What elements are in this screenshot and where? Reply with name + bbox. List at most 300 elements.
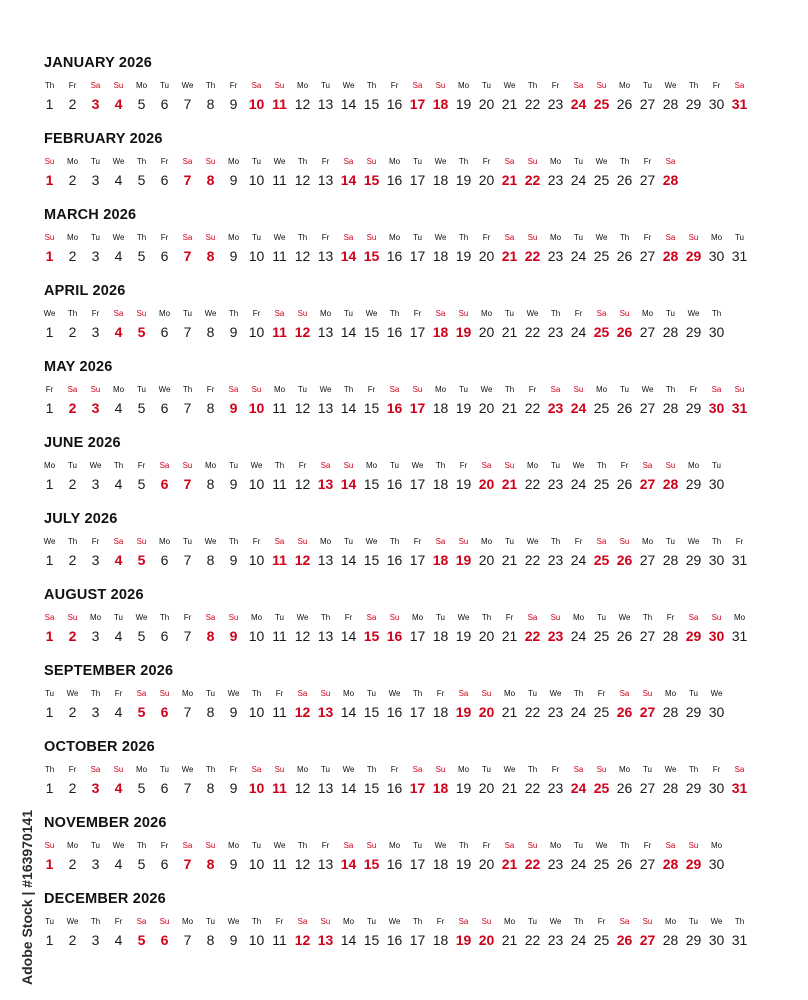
day-number: 15 (363, 552, 380, 568)
weekday-label: Tu (159, 765, 170, 774)
weekday-label: Mo (89, 613, 102, 622)
weekday-label: We (112, 841, 125, 850)
day-number: 15 (363, 856, 380, 872)
day-number: 29 (685, 628, 702, 644)
day-number: 29 (685, 932, 702, 948)
weekday-label: Sa (504, 841, 515, 850)
day-number: 6 (160, 476, 169, 492)
weekday-label: Th (596, 461, 607, 470)
weekday-label: We (595, 157, 608, 166)
weekday-label: Tu (251, 233, 262, 242)
weekday-label: We (342, 81, 355, 90)
weekday-label: We (457, 613, 470, 622)
weekday-label: We (273, 157, 286, 166)
weekday-label: Fr (482, 157, 491, 166)
day-number: 14 (340, 856, 357, 872)
day-number: 12 (294, 96, 311, 112)
day-number: 11 (272, 552, 287, 568)
day-number: 14 (340, 628, 357, 644)
day-number: 14 (340, 932, 357, 948)
day-number: 17 (409, 628, 426, 644)
day-number: 9 (229, 628, 238, 644)
weekday-label: Th (619, 233, 630, 242)
weekday-label: Fr (712, 81, 721, 90)
weekday-label: Th (159, 613, 170, 622)
weekday-label: Th (251, 917, 262, 926)
day-number: 20 (478, 932, 495, 948)
day-number: 30 (708, 476, 725, 492)
weekday-label: Tu (481, 81, 492, 90)
day-number: 26 (616, 324, 633, 340)
day-number: 5 (137, 552, 146, 568)
day-number: 9 (229, 172, 238, 188)
weekday-label: We (595, 841, 608, 850)
weekday-label: We (66, 917, 79, 926)
weekday-label: Th (665, 385, 676, 394)
weekday-label: We (112, 233, 125, 242)
weekday-label: Mo (112, 385, 125, 394)
weekday-label: Fr (160, 233, 169, 242)
day-number: 21 (501, 704, 518, 720)
day-number: 4 (114, 476, 123, 492)
weekday-label: We (434, 233, 447, 242)
day-number: 6 (160, 248, 169, 264)
weekday-label: Fr (413, 537, 422, 546)
day-number: 11 (272, 476, 287, 492)
day-number: 1 (45, 400, 54, 416)
weekday-label: We (388, 689, 401, 698)
weekday-label: Tu (67, 461, 78, 470)
day-number: 24 (570, 324, 587, 340)
weekday-label: Sa (159, 461, 170, 470)
weekday-label: Su (642, 917, 653, 926)
weekday-label: Fr (252, 537, 261, 546)
day-number: 17 (409, 856, 426, 872)
weekday-label: Th (550, 537, 561, 546)
day-number: 24 (570, 780, 587, 796)
day-number: 28 (662, 172, 679, 188)
day-number: 26 (616, 932, 633, 948)
day-number: 11 (272, 856, 287, 872)
day-number: 23 (547, 932, 564, 948)
weekday-label: Sa (113, 537, 124, 546)
weekday-label: Mo (250, 613, 263, 622)
day-number: 1 (45, 552, 54, 568)
weekday-label: Fr (459, 461, 468, 470)
day-number: 18 (432, 324, 449, 340)
day-number: 29 (685, 96, 702, 112)
month-title: JUNE 2026 (44, 435, 121, 451)
weekday-label: Tu (389, 461, 400, 470)
day-number: 23 (547, 96, 564, 112)
day-number: 19 (455, 324, 472, 340)
weekday-label: Tu (642, 765, 653, 774)
day-number: 26 (616, 552, 633, 568)
day-number: 1 (45, 780, 54, 796)
weekday-label: Sa (642, 461, 653, 470)
weekday-label: Mo (342, 689, 355, 698)
day-number: 8 (206, 172, 215, 188)
day-number: 10 (248, 324, 265, 340)
day-number: 28 (662, 552, 679, 568)
day-number: 13 (317, 704, 334, 720)
day-number: 17 (409, 96, 426, 112)
day-number: 10 (248, 96, 265, 112)
weekday-label: Mo (66, 233, 79, 242)
day-number: 10 (248, 932, 265, 948)
day-number: 24 (570, 704, 587, 720)
day-number: 2 (68, 248, 77, 264)
weekday-label: We (549, 917, 562, 926)
day-number: 4 (114, 932, 123, 948)
day-number: 10 (248, 628, 265, 644)
day-number: 18 (432, 932, 449, 948)
weekday-label: Sa (136, 917, 147, 926)
day-number: 27 (639, 96, 656, 112)
weekday-label: We (66, 689, 79, 698)
day-number: 13 (317, 856, 334, 872)
weekday-label: Fr (321, 841, 330, 850)
day-number: 20 (478, 476, 495, 492)
day-number: 20 (478, 400, 495, 416)
day-number: 22 (524, 400, 541, 416)
weekday-label: Mo (641, 537, 654, 546)
weekday-label: We (434, 841, 447, 850)
weekday-label: Su (550, 613, 561, 622)
day-number: 9 (229, 704, 238, 720)
day-number: 13 (317, 932, 334, 948)
day-number: 26 (616, 96, 633, 112)
day-number: 20 (478, 96, 495, 112)
weekday-label: Th (136, 841, 147, 850)
weekday-label: Su (113, 81, 124, 90)
day-number: 24 (570, 628, 587, 644)
weekday-label: Tu (688, 689, 699, 698)
day-number: 1 (45, 628, 54, 644)
weekday-label: Th (366, 765, 377, 774)
day-number: 20 (478, 248, 495, 264)
day-number: 1 (45, 324, 54, 340)
month-title: FEBRUARY 2026 (44, 131, 163, 147)
weekday-label: Su (90, 385, 101, 394)
day-number: 30 (708, 248, 725, 264)
weekday-label: Su (458, 309, 469, 318)
month-block (0, 587, 808, 663)
weekday-label: Mo (687, 461, 700, 470)
day-number: 27 (639, 856, 656, 872)
weekday-label: Fr (482, 233, 491, 242)
day-number: 20 (478, 552, 495, 568)
weekday-label: Mo (43, 461, 56, 470)
day-number: 20 (478, 628, 495, 644)
weekday-label: Th (297, 233, 308, 242)
day-number: 5 (137, 96, 146, 112)
weekday-label: We (503, 81, 516, 90)
weekday-label: We (526, 309, 539, 318)
day-number: 20 (478, 704, 495, 720)
weekday-label: Mo (549, 233, 562, 242)
day-number: 31 (731, 96, 748, 112)
weekday-label: We (319, 385, 332, 394)
day-number: 19 (455, 476, 472, 492)
weekday-label: Sa (550, 385, 561, 394)
month-title: OCTOBER 2026 (44, 739, 155, 755)
weekday-label: We (526, 537, 539, 546)
weekday-label: Fr (68, 81, 77, 90)
day-number: 23 (547, 324, 564, 340)
weekday-label: We (342, 765, 355, 774)
day-number: 15 (363, 476, 380, 492)
weekday-label: Th (619, 841, 630, 850)
weekday-label: Fr (252, 309, 261, 318)
weekday-label: Sa (711, 385, 722, 394)
day-number: 23 (547, 552, 564, 568)
weekday-label: Sa (389, 385, 400, 394)
day-number: 19 (455, 856, 472, 872)
weekday-label: We (250, 461, 263, 470)
weekday-label: Su (711, 613, 722, 622)
weekday-label: Th (527, 81, 538, 90)
day-number: 6 (160, 172, 169, 188)
weekday-label: Su (435, 765, 446, 774)
weekday-label: Fr (390, 765, 399, 774)
weekday-label: Th (113, 461, 124, 470)
weekday-label: Tu (688, 917, 699, 926)
day-number: 12 (294, 628, 311, 644)
day-number: 31 (731, 932, 748, 948)
day-number: 16 (386, 324, 403, 340)
day-number: 18 (432, 96, 449, 112)
weekday-label: Fr (367, 385, 376, 394)
day-number: 9 (229, 324, 238, 340)
day-number: 23 (547, 172, 564, 188)
weekday-label: Th (182, 385, 193, 394)
weekday-label: Mo (296, 81, 309, 90)
weekday-label: Tu (297, 385, 308, 394)
weekday-label: We (572, 461, 585, 470)
day-number: 4 (114, 96, 123, 112)
day-number: 26 (616, 628, 633, 644)
day-number: 11 (272, 400, 287, 416)
weekday-label: Mo (710, 233, 723, 242)
weekday-label: We (204, 309, 217, 318)
weekday-label: Fr (229, 765, 238, 774)
weekday-label: Tu (320, 765, 331, 774)
weekday-label: Su (688, 841, 699, 850)
day-number: 15 (363, 96, 380, 112)
day-number: 30 (708, 96, 725, 112)
weekday-label: Fr (712, 765, 721, 774)
day-number: 7 (183, 704, 192, 720)
weekday-label: Fr (574, 537, 583, 546)
day-number: 29 (685, 856, 702, 872)
weekday-label: Tu (642, 81, 653, 90)
day-number: 17 (409, 476, 426, 492)
weekday-label: Tu (90, 841, 101, 850)
weekday-label: Sa (734, 81, 745, 90)
weekday-label: Fr (551, 81, 560, 90)
day-number: 27 (639, 552, 656, 568)
weekday-label: Fr (574, 309, 583, 318)
day-number: 1 (45, 248, 54, 264)
weekday-label: Th (389, 537, 400, 546)
day-number: 7 (183, 932, 192, 948)
weekday-label: Mo (227, 233, 240, 242)
weekday-label: Mo (549, 841, 562, 850)
weekday-label: Th (642, 613, 653, 622)
weekday-label: Su (596, 765, 607, 774)
day-number: 26 (616, 476, 633, 492)
weekday-label: Mo (319, 537, 332, 546)
weekday-label: Mo (618, 765, 631, 774)
weekday-label: Su (366, 157, 377, 166)
weekday-label: Su (274, 765, 285, 774)
day-number: 30 (708, 400, 725, 416)
day-number: 22 (524, 96, 541, 112)
day-number: 29 (685, 324, 702, 340)
weekday-label: Sa (90, 765, 101, 774)
day-number: 9 (229, 96, 238, 112)
weekday-label: Tu (90, 157, 101, 166)
day-number: 16 (386, 932, 403, 948)
weekday-label: Mo (480, 537, 493, 546)
day-number: 15 (363, 704, 380, 720)
day-number: 27 (639, 932, 656, 948)
day-number: 21 (501, 400, 518, 416)
weekday-label: Th (711, 537, 722, 546)
weekday-label: Sa (44, 613, 55, 622)
weekday-label: Fr (206, 385, 215, 394)
month-title: SEPTEMBER 2026 (44, 663, 174, 679)
weekday-label: Fr (344, 613, 353, 622)
day-number: 2 (68, 628, 77, 644)
weekday-label: Sa (412, 765, 423, 774)
day-number: 28 (662, 248, 679, 264)
day-number: 15 (363, 780, 380, 796)
month-title: MARCH 2026 (44, 207, 137, 223)
weekday-label: Mo (365, 461, 378, 470)
month-block (0, 891, 808, 967)
day-number: 24 (570, 856, 587, 872)
weekday-label: Sa (573, 765, 584, 774)
weekday-label: Su (159, 917, 170, 926)
weekday-label: Mo (319, 309, 332, 318)
day-number: 21 (501, 476, 518, 492)
day-number: 22 (524, 324, 541, 340)
day-number: 10 (248, 400, 265, 416)
day-number: 4 (114, 400, 123, 416)
weekday-label: Tu (251, 841, 262, 850)
day-number: 9 (229, 932, 238, 948)
weekday-label: Th (274, 461, 285, 470)
day-number: 2 (68, 552, 77, 568)
day-number: 10 (248, 780, 265, 796)
weekday-label: Tu (573, 233, 584, 242)
weekday-label: Su (619, 309, 630, 318)
day-number: 15 (363, 172, 380, 188)
weekday-label: Su (205, 233, 216, 242)
day-number: 25 (593, 704, 610, 720)
weekday-label: Mo (135, 81, 148, 90)
weekday-label: Tu (366, 917, 377, 926)
weekday-label: Su (596, 81, 607, 90)
weekday-label: Su (458, 537, 469, 546)
day-number: 14 (340, 400, 357, 416)
day-number: 1 (45, 932, 54, 948)
weekday-label: Th (412, 917, 423, 926)
weekday-label: Su (44, 157, 55, 166)
weekday-label: Sa (182, 233, 193, 242)
weekday-label: We (687, 537, 700, 546)
weekday-label: Sa (228, 385, 239, 394)
day-number: 14 (340, 780, 357, 796)
day-number: 27 (639, 628, 656, 644)
day-number: 27 (639, 780, 656, 796)
weekday-label: Th (44, 81, 55, 90)
day-number: 28 (662, 324, 679, 340)
weekday-label: Mo (733, 613, 746, 622)
day-number: 19 (455, 96, 472, 112)
day-number: 7 (183, 172, 192, 188)
weekday-label: Mo (503, 917, 516, 926)
weekday-label: We (135, 613, 148, 622)
day-number: 23 (547, 400, 564, 416)
day-number: 26 (616, 172, 633, 188)
weekday-label: We (687, 309, 700, 318)
weekday-label: Su (44, 841, 55, 850)
day-number: 25 (593, 400, 610, 416)
day-number: 14 (340, 248, 357, 264)
weekday-label: Mo (457, 81, 470, 90)
weekday-label: Tu (251, 157, 262, 166)
day-number: 24 (570, 96, 587, 112)
month-block (0, 131, 808, 207)
day-number: 8 (206, 552, 215, 568)
weekday-label: Su (343, 461, 354, 470)
weekday-label: We (710, 917, 723, 926)
day-number: 10 (248, 704, 265, 720)
day-number: 16 (386, 248, 403, 264)
day-number: 22 (524, 628, 541, 644)
day-number: 1 (45, 476, 54, 492)
weekday-label: Th (458, 157, 469, 166)
day-number: 12 (294, 704, 311, 720)
day-number: 16 (386, 628, 403, 644)
day-number: 27 (639, 172, 656, 188)
weekday-label: Su (136, 309, 147, 318)
day-number: 8 (206, 400, 215, 416)
day-number: 25 (593, 780, 610, 796)
weekday-label: Fr (160, 841, 169, 850)
weekday-label: We (641, 385, 654, 394)
weekday-label: We (273, 841, 286, 850)
day-number: 28 (662, 96, 679, 112)
day-number: 30 (708, 704, 725, 720)
weekday-label: Sa (366, 613, 377, 622)
weekday-label: Sa (136, 689, 147, 698)
day-number: 21 (501, 856, 518, 872)
month-title: AUGUST 2026 (44, 587, 144, 603)
weekday-label: We (158, 385, 171, 394)
day-number: 13 (317, 248, 334, 264)
weekday-label: Mo (526, 461, 539, 470)
weekday-label: Mo (572, 613, 585, 622)
weekday-label: Th (297, 841, 308, 850)
day-number: 16 (386, 856, 403, 872)
day-number: 16 (386, 704, 403, 720)
day-number: 28 (662, 476, 679, 492)
day-number: 7 (183, 780, 192, 796)
